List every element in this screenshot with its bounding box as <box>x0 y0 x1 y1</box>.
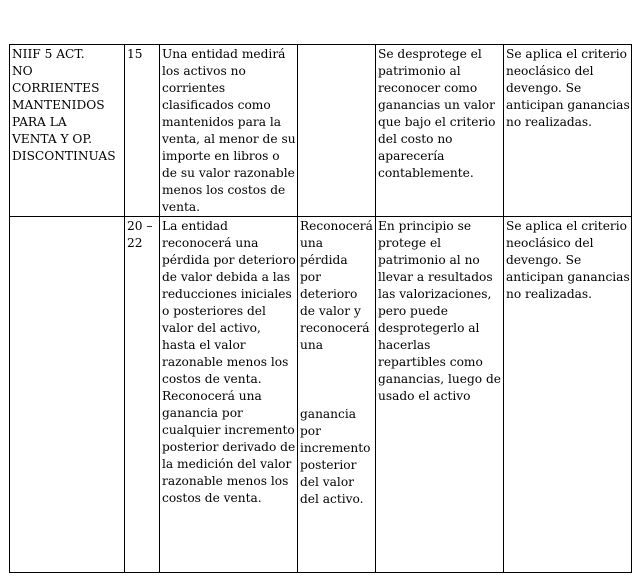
niif5-table <box>9 44 632 573</box>
patrimony-cell: En principio se protege el patrimonio al no llevar a resultados las valorizaciones, pero puede desprotegerlo al hacerlas repartibles como ganancias, luego de usado el activo <box>376 217 504 573</box>
requirement-cell: La entidad reconocerá una pérdida por deterioro de valor debida a las reducciones iniciales o posteriores del valor del activo, hasta el valor razonable menos los costos de venta. Reconocerá una ganancia por cualquier incremento posterior derivado de la medición del valor razonable menos los costos de venta. <box>160 217 298 573</box>
recognition-text-b: ganancia por incremento posterior del valor del activo. <box>300 407 371 506</box>
standard-cell: NIIF 5 ACT. NO CORRIENTES MANTENIDOS PARA LA VENTA Y OP. DISCONTINUAS <box>10 45 125 217</box>
table-row <box>10 217 632 573</box>
patrimony-cell: Se desprotege el patrimonio al reconocer como ganancias un valor que bajo el criterio del costo no aparecería contablemente. <box>376 45 504 217</box>
paragraph-cell: 20 – 22 <box>125 217 160 573</box>
standard-cell <box>10 217 125 573</box>
table-row <box>10 45 632 217</box>
recognition-text-a: Reconocerá una pérdida por deterioro de valor y reconocerá una <box>300 219 373 352</box>
paragraph-cell: 15 <box>125 45 160 217</box>
requirement-cell: Una entidad medirá los activos no corrientes clasificados como mantenidos para la venta, al menor de su importe en libros o de su valor razonable menos los costos de venta. <box>160 45 298 217</box>
recognition-spacer <box>300 354 374 406</box>
criterion-cell: Se aplica el criterio neoclásico del devengo. Se anticipan ganancias no realizadas. <box>504 45 632 217</box>
recognition-cell <box>298 45 376 217</box>
recognition-cell <box>298 217 376 573</box>
criterion-cell: Se aplica el criterio neoclásico del devengo. Se anticipan ganancias no realizadas. <box>504 217 632 573</box>
